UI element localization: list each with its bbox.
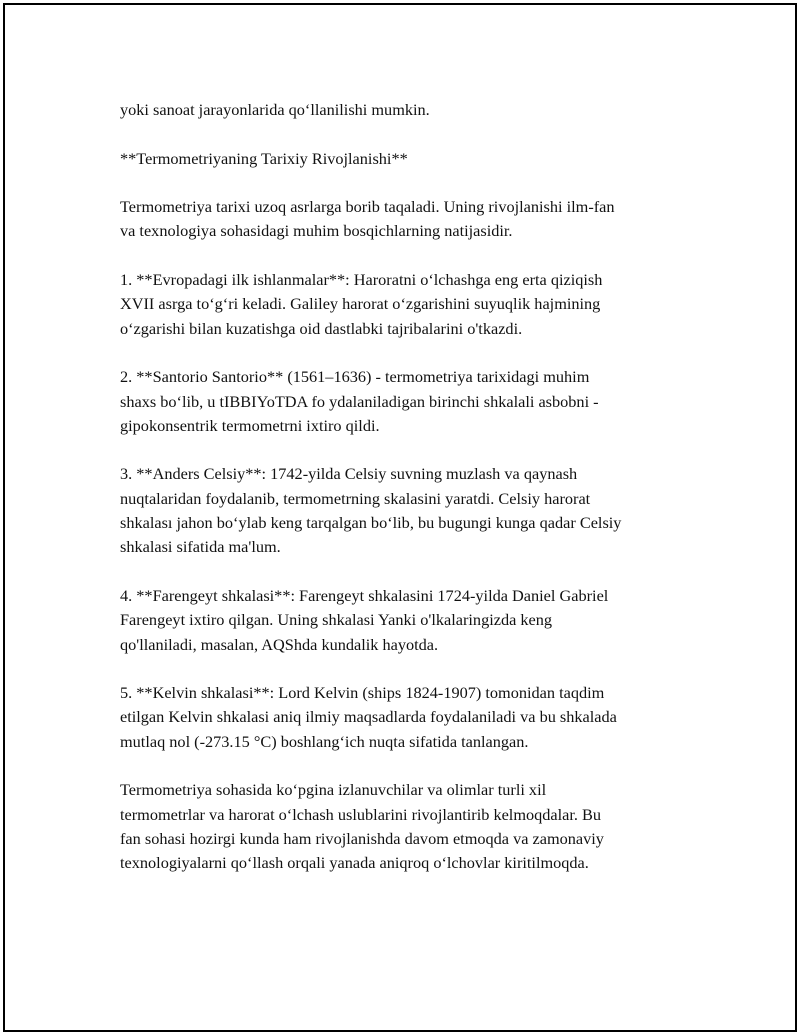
paragraph-continuation bbox=[120, 98, 710, 122]
text-line: 1. **Evropadagi ilk ishlanmalar**: Haroratni o‘lchashga eng erta qiziqish bbox=[120, 270, 603, 290]
text-line: **Termometriyaning Tarixiy Rivojlanishi** bbox=[120, 148, 408, 168]
text-line: yoki sanoat jarayonlarida qo‘llanilishi mumkin. bbox=[120, 100, 430, 119]
text-line: nuqtalaridan foydalanib, termometrning skalasini yaratdi. Celsiy harorat bbox=[120, 488, 591, 508]
text-line: Termometriya sohasida ko‘pgina izlanuvchilar va olimlar turli xil bbox=[120, 780, 547, 800]
document-text-body bbox=[120, 98, 710, 900]
text-line: shkalasi sifatida ma'lum. bbox=[120, 537, 281, 557]
text-line: 2. **Santorio Santorio** (1561–1636) - termometriya tarixidagi muhim bbox=[120, 367, 590, 387]
text-line: Farengeyt ixtiro qilgan. Uning shkalasi Yanki o'lkalaringizda keng bbox=[120, 610, 553, 630]
document-page bbox=[3, 3, 797, 1032]
text-line: 5. **Kelvin shkalasi**: Lord Kelvin (ships 1824-1907) tomonidan taqdim bbox=[120, 683, 605, 703]
text-line: 3. **Anders Celsiy**: 1742-yilda Celsiy suvning muzlash va qaynash bbox=[120, 464, 578, 484]
text-line: termometrlar va harorat o‘lchash uslublarini rivojlantirib kelmoqdalar. Bu bbox=[120, 804, 602, 824]
text-line: qo'llaniladi, masalan, AQShda kundalik hayotda. bbox=[120, 634, 439, 654]
list-item-3 bbox=[120, 462, 710, 559]
text-line: gipokonsentrik termometrni ixtiro qildi. bbox=[120, 415, 380, 435]
text-line: shkalası jahon bo‘ylab keng tarqalgan bo‘lib, bu bugungi kunga qadar Celsiy bbox=[120, 513, 622, 533]
text-line: mutlaq nol (-273.15 °C) boshlang‘ich nuqta sifatida tanlangan. bbox=[120, 731, 529, 751]
list-item-5 bbox=[120, 681, 710, 754]
text-line: 4. **Farengeyt shkalasi**: Farengeyt shkalasini 1724-yilda Daniel Gabriel bbox=[120, 585, 609, 605]
list-item-4 bbox=[120, 584, 710, 657]
paragraph-intro bbox=[120, 195, 710, 244]
text-line: o‘zgarishi bilan kuzatishga oid dastlabki tajribalarini o'tkazdi. bbox=[120, 318, 523, 338]
paragraph-conclusion bbox=[120, 778, 710, 875]
section-heading bbox=[120, 147, 710, 171]
text-line: va texnologiya sohasidagi muhim bosqichlarning natijasidir. bbox=[120, 221, 513, 241]
list-item-1 bbox=[120, 268, 710, 341]
text-line: fan sohasi hozirgi kunda ham rivojlanishda davom etmoqda va zamonaviy bbox=[120, 828, 604, 848]
text-line: texnologiyalarni qo‘llash orqali yanada aniqroq o‘lchovlar kiritilmoqda. bbox=[120, 853, 589, 873]
text-line: etilgan Kelvin shkalasi aniq ilmiy maqsadlarda foydalaniladi va bu shkalada bbox=[120, 707, 617, 727]
list-item-2 bbox=[120, 365, 710, 438]
text-line: Termometriya tarixi uzoq asrlarga borib taqaladi. Uning rivojlanishi ilm-fan bbox=[120, 197, 615, 217]
text-line: XVII asrga to‘g‘ri keladi. Galiley harorat o‘zgarishini suyuqlik hajmining bbox=[120, 294, 601, 314]
text-line: shaxs bo‘lib, u tIBBIYoTDA fo ydalaniladigan birinchi shkalali asbobni - bbox=[120, 391, 599, 411]
